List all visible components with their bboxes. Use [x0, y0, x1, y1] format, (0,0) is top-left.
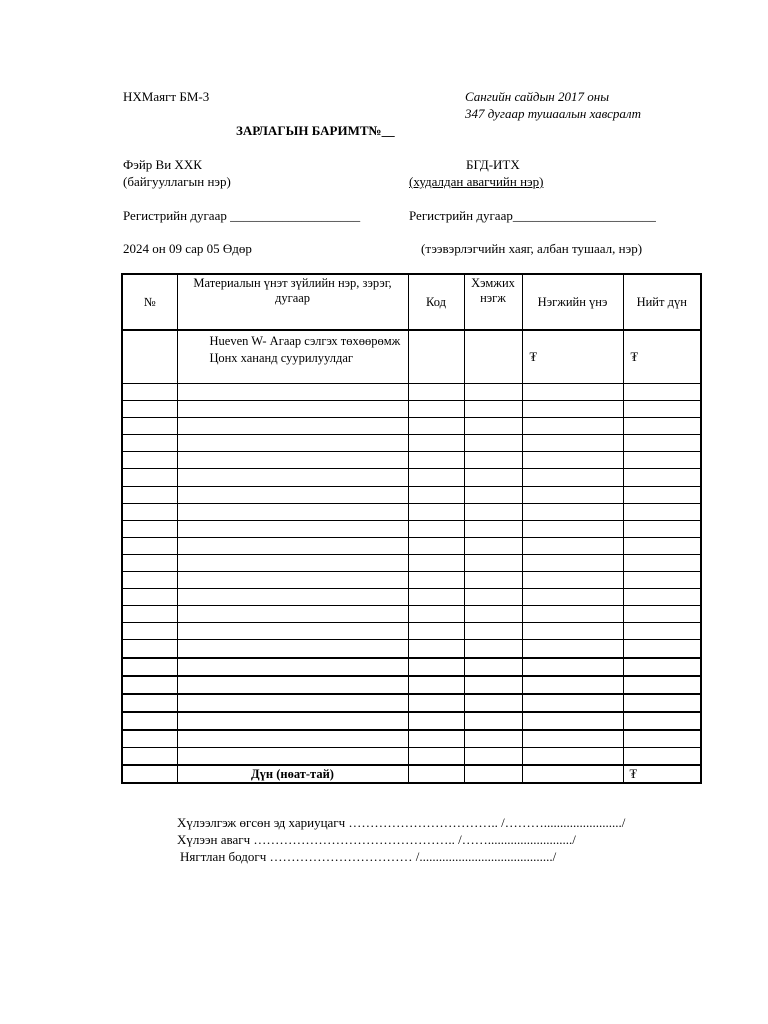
blank-table-row	[122, 747, 701, 765]
total-empty-cell	[408, 765, 464, 783]
blank-cell	[623, 712, 701, 730]
blank-cell	[464, 469, 522, 486]
blank-table-row	[122, 418, 701, 435]
buyer-caption: (худалдан авагчийн нэр)	[409, 174, 544, 189]
buyer-register-line: Регистрийн дугаар______________________	[409, 208, 656, 223]
blank-table-row	[122, 623, 701, 640]
blank-cell	[177, 520, 408, 537]
blank-table-row	[122, 401, 701, 418]
blank-cell	[122, 640, 177, 658]
blank-cell	[464, 623, 522, 640]
approval-line-1: Сангийн сайдын 2017 оны	[465, 89, 609, 104]
blank-cell	[522, 747, 623, 765]
blank-table-row	[122, 435, 701, 452]
blank-cell	[623, 384, 701, 401]
organization-caption: (байгууллагын нэр)	[123, 174, 231, 189]
blank-cell	[464, 589, 522, 606]
blank-cell	[464, 503, 522, 520]
blank-cell	[122, 658, 177, 676]
blank-cell	[464, 658, 522, 676]
blank-cell	[122, 623, 177, 640]
blank-cell	[177, 486, 408, 503]
row-total-cell: ₮	[623, 330, 701, 384]
blank-table-row	[122, 640, 701, 658]
blank-cell	[177, 452, 408, 469]
blank-cell	[522, 676, 623, 694]
total-empty-cell	[522, 765, 623, 783]
blank-table-row	[122, 520, 701, 537]
blank-cell	[122, 554, 177, 571]
row-code-cell	[408, 330, 464, 384]
total-value: ₮	[623, 765, 701, 783]
blank-table-row	[122, 384, 701, 401]
blank-cell	[408, 640, 464, 658]
blank-table-row	[122, 503, 701, 520]
blank-cell	[522, 418, 623, 435]
blank-table-row	[122, 589, 701, 606]
col-total-header: Нийт дүн	[623, 274, 701, 330]
blank-cell	[623, 503, 701, 520]
blank-table-row	[122, 676, 701, 694]
blank-cell	[623, 401, 701, 418]
blank-cell	[122, 418, 177, 435]
blank-cell	[522, 520, 623, 537]
blank-cell	[177, 572, 408, 589]
blank-cell	[522, 537, 623, 554]
total-row	[122, 765, 701, 783]
blank-cell	[122, 384, 177, 401]
blank-cell	[623, 469, 701, 486]
blank-cell	[522, 452, 623, 469]
col-code-header: Код	[408, 274, 464, 330]
blank-cell	[464, 730, 522, 748]
blank-cell	[464, 452, 522, 469]
blank-cell	[177, 747, 408, 765]
blank-cell	[408, 572, 464, 589]
blank-cell	[623, 520, 701, 537]
blank-cell	[464, 520, 522, 537]
blank-cell	[177, 676, 408, 694]
total-label: Дүн (нөат-тай)	[177, 765, 408, 783]
blank-table-row	[122, 554, 701, 571]
blank-cell	[122, 730, 177, 748]
blank-cell	[408, 435, 464, 452]
blank-cell	[408, 452, 464, 469]
blank-cell	[177, 694, 408, 712]
blank-cell	[122, 572, 177, 589]
blank-cell	[522, 589, 623, 606]
blank-cell	[408, 730, 464, 748]
blank-cell	[122, 537, 177, 554]
blank-cell	[408, 520, 464, 537]
blank-cell	[177, 730, 408, 748]
blank-cell	[408, 606, 464, 623]
blank-cell	[464, 554, 522, 571]
blank-cell	[122, 589, 177, 606]
blank-table-row	[122, 486, 701, 503]
blank-cell	[122, 452, 177, 469]
blank-cell	[408, 503, 464, 520]
blank-cell	[464, 712, 522, 730]
table-row	[122, 330, 701, 384]
blank-cell	[122, 401, 177, 418]
blank-cell	[464, 606, 522, 623]
blank-cell	[408, 384, 464, 401]
blank-cell	[623, 452, 701, 469]
blank-cell	[464, 694, 522, 712]
blank-cell	[522, 712, 623, 730]
blank-cell	[623, 676, 701, 694]
blank-cell	[122, 469, 177, 486]
col-unit-price-header: Нэгжийн үнэ	[522, 274, 623, 330]
total-empty-cell	[464, 765, 522, 783]
blank-cell	[408, 537, 464, 554]
buyer-name: БГД-ИТХ	[466, 157, 520, 172]
blank-cell	[408, 589, 464, 606]
blank-cell	[623, 747, 701, 765]
blank-cell	[623, 623, 701, 640]
blank-cell	[522, 554, 623, 571]
blank-cell	[522, 503, 623, 520]
blank-cell	[464, 640, 522, 658]
blank-cell	[623, 640, 701, 658]
table-header-row	[122, 274, 701, 330]
blank-cell	[623, 658, 701, 676]
blank-cell	[623, 486, 701, 503]
blank-cell	[177, 658, 408, 676]
blank-cell	[623, 537, 701, 554]
blank-cell	[177, 712, 408, 730]
blank-cell	[177, 401, 408, 418]
blank-cell	[623, 606, 701, 623]
blank-cell	[408, 486, 464, 503]
blank-cell	[177, 554, 408, 571]
blank-cell	[122, 747, 177, 765]
row-unit-price-cell: ₮	[522, 330, 623, 384]
blank-cell	[623, 418, 701, 435]
blank-table-row	[122, 694, 701, 712]
approval-line-2: 347 дугаар тушаалын хавсралт	[465, 106, 641, 121]
blank-cell	[177, 469, 408, 486]
blank-cell	[464, 486, 522, 503]
blank-cell	[122, 520, 177, 537]
organization-name: Фэйр Ви ХХК	[123, 157, 202, 172]
blank-cell	[522, 486, 623, 503]
total-empty-cell	[122, 765, 177, 783]
blank-cell	[408, 554, 464, 571]
blank-table-row	[122, 712, 701, 730]
blank-cell	[408, 712, 464, 730]
blank-cell	[408, 676, 464, 694]
form-code: НХМаягт БМ-3	[123, 89, 210, 104]
blank-table-row	[122, 469, 701, 486]
blank-cell	[408, 658, 464, 676]
blank-cell	[522, 572, 623, 589]
blank-cell	[464, 435, 522, 452]
row-number-cell	[122, 330, 177, 384]
blank-cell	[408, 747, 464, 765]
blank-cell	[623, 435, 701, 452]
blank-cell	[408, 401, 464, 418]
blank-cell	[177, 503, 408, 520]
blank-cell	[177, 640, 408, 658]
blank-cell	[522, 469, 623, 486]
blank-cell	[464, 572, 522, 589]
blank-cell	[623, 554, 701, 571]
col-material-header: Материалын үнэт зүйлийн нэр, зэрэг, дугаар	[177, 274, 408, 330]
blank-cell	[122, 486, 177, 503]
blank-table-row	[122, 730, 701, 748]
blank-cell	[177, 537, 408, 554]
blank-cell	[623, 572, 701, 589]
blank-cell	[122, 606, 177, 623]
blank-cell	[522, 606, 623, 623]
col-unit-header: Хэмжих нэгж	[464, 274, 522, 330]
blank-cell	[122, 694, 177, 712]
col-number-header: №	[122, 274, 177, 330]
blank-cell	[522, 623, 623, 640]
materials-table	[121, 273, 702, 784]
blank-cell	[177, 384, 408, 401]
blank-table-row	[122, 658, 701, 676]
blank-cell	[177, 589, 408, 606]
signature-receiver: Хүлээн авагч ……………………………………….. /……........................../	[177, 832, 576, 847]
signature-accountant: Нягтлан бодогч …………………………… /........................................./	[180, 849, 557, 864]
blank-table-row	[122, 606, 701, 623]
document-date: 2024 он 09 сар 05 Өдөр	[123, 241, 252, 256]
blank-table-row	[122, 537, 701, 554]
blank-cell	[464, 747, 522, 765]
blank-cell	[623, 730, 701, 748]
blank-cell	[408, 694, 464, 712]
blank-cell	[408, 418, 464, 435]
carrier-caption: (тээвэрлэгчийн хаяг, албан тушаал, нэр)	[421, 241, 643, 256]
blank-cell	[122, 503, 177, 520]
signature-responsible: Хүлээлгэж өгсөн эд хариуцагч …………………………….. /………......................../	[177, 815, 626, 830]
blank-cell	[177, 418, 408, 435]
org-register-line: Регистрийн дугаар ____________________	[123, 208, 361, 223]
blank-cell	[522, 730, 623, 748]
blank-cell	[522, 658, 623, 676]
blank-cell	[522, 401, 623, 418]
blank-cell	[522, 384, 623, 401]
blank-cell	[623, 694, 701, 712]
blank-cell	[177, 435, 408, 452]
row-description-cell: Hueven W- Агаар сэлгэх төхөөрөмж Цонх хананд суурилуулдаг	[177, 330, 408, 384]
blank-cell	[177, 623, 408, 640]
blank-cell	[408, 623, 464, 640]
blank-cell	[464, 537, 522, 554]
row-unit-cell	[464, 330, 522, 384]
blank-cell	[464, 676, 522, 694]
blank-cell	[177, 606, 408, 623]
blank-cell	[623, 589, 701, 606]
blank-cell	[522, 435, 623, 452]
blank-cell	[464, 401, 522, 418]
blank-cell	[522, 640, 623, 658]
blank-cell	[122, 712, 177, 730]
blank-cell	[122, 676, 177, 694]
blank-cell	[464, 418, 522, 435]
blank-table-row	[122, 452, 701, 469]
blank-cell	[522, 694, 623, 712]
document-title: ЗАРЛАГЫН БАРИМТ№__	[236, 123, 395, 138]
blank-cell	[464, 384, 522, 401]
blank-table-row	[122, 572, 701, 589]
blank-cell	[408, 469, 464, 486]
blank-cell	[122, 435, 177, 452]
